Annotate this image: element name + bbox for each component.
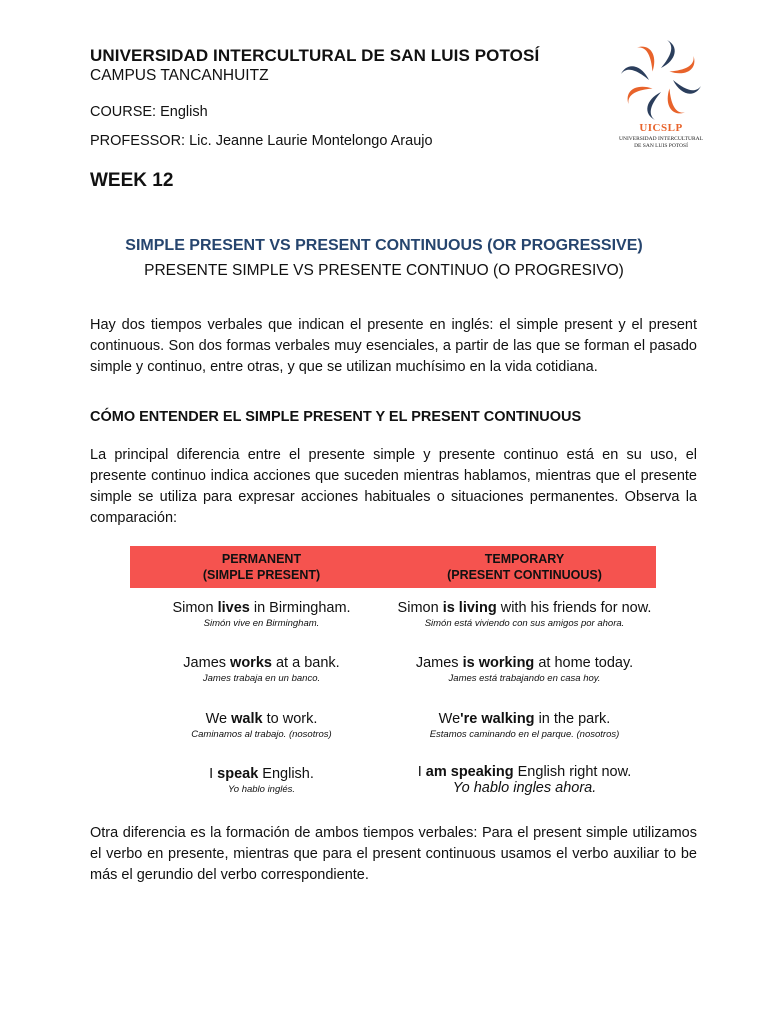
permanent-cell: James works at a bank. James trabaja en un banco. [183, 655, 340, 684]
table-row [130, 764, 656, 796]
table-row [130, 600, 656, 629]
temporary-cell: Simon is living with his friends for now. Simón está viviendo con sus amigos por ahora. [397, 600, 652, 629]
comparison-table-header [130, 546, 656, 588]
difference-paragraph: La principal diferencia entre el presente simple y presente continuo está en su uso, el presente continuo indica acciones que suceden mientras hablamos, mientras que el presente simple se utiliza para expresar acciones habituales o situaciones permanentes. Observa la comparación: [90, 447, 697, 526]
logo-acronym: UICSLP [639, 122, 683, 134]
course-line: COURSE: English [90, 104, 208, 120]
temporary-cell: We're walking in the park. Estamos caminando en el parque. (nosotros) [429, 711, 620, 740]
campus-name: CAMPUS TANCANHUITZ [90, 67, 269, 84]
permanent-cell: I speak English. Yo hablo inglés. [209, 766, 314, 795]
star-logo-icon [606, 40, 716, 122]
table-row [130, 711, 656, 740]
logo-subtitle: UNIVERSIDAD INTERCULTURAL DE SAN LUIS POTOSÍ [619, 136, 703, 149]
header-temporary: TEMPORARY (PRESENT CONTINUOUS) [447, 552, 602, 582]
header-permanent: PERMANENT (SIMPLE PRESENT) [202, 552, 321, 582]
temporary-cell: I am speaking English right now. Yo hablo ingles ahora. [417, 764, 632, 796]
table-row [130, 655, 656, 684]
section-subheading: CÓMO ENTENDER EL SIMPLE PRESENT Y EL PRESENT CONTINUOUS [90, 409, 582, 425]
intro-paragraph: Hay dos tiempos verbales que indican el presente en inglés: el simple present y el present continuous. Son dos formas verbales muy esenciales, a partir de las que se forman el pasado simple y continuo, entre otras, y que se utilizan muchísimo en la vida cotidiana. [90, 317, 697, 375]
title-spanish: PRESENTE SIMPLE VS PRESENTE CONTINUO (O PROGRESIVO) [144, 262, 624, 279]
formation-paragraph: Otra diferencia es la formación de ambos tiempos verbales: Para el present simple utilizamos el verbo en presente, mientras que para el present continuous usamos el verbo auxiliar to be más el gerundio del verbo correspondiente. [90, 825, 697, 883]
temporary-cell: James is working at home today. James está trabajando en casa hoy. [415, 655, 634, 684]
permanent-cell: We walk to work. Caminamos al trabajo. (nosotros) [191, 711, 332, 740]
week-heading: WEEK 12 [90, 170, 174, 191]
university-logo [606, 40, 716, 155]
professor-line: PROFESSOR: Lic. Jeanne Laurie Montelongo Araujo [90, 133, 433, 149]
permanent-cell: Simon lives in Birmingham. Simón vive en Birmingham. [172, 600, 351, 629]
university-name: UNIVERSIDAD INTERCULTURAL DE SAN LUIS POTOSÍ [90, 46, 540, 65]
title-english: SIMPLE PRESENT VS PRESENT CONTINUOUS (OR PROGRESSIVE) [125, 237, 643, 254]
